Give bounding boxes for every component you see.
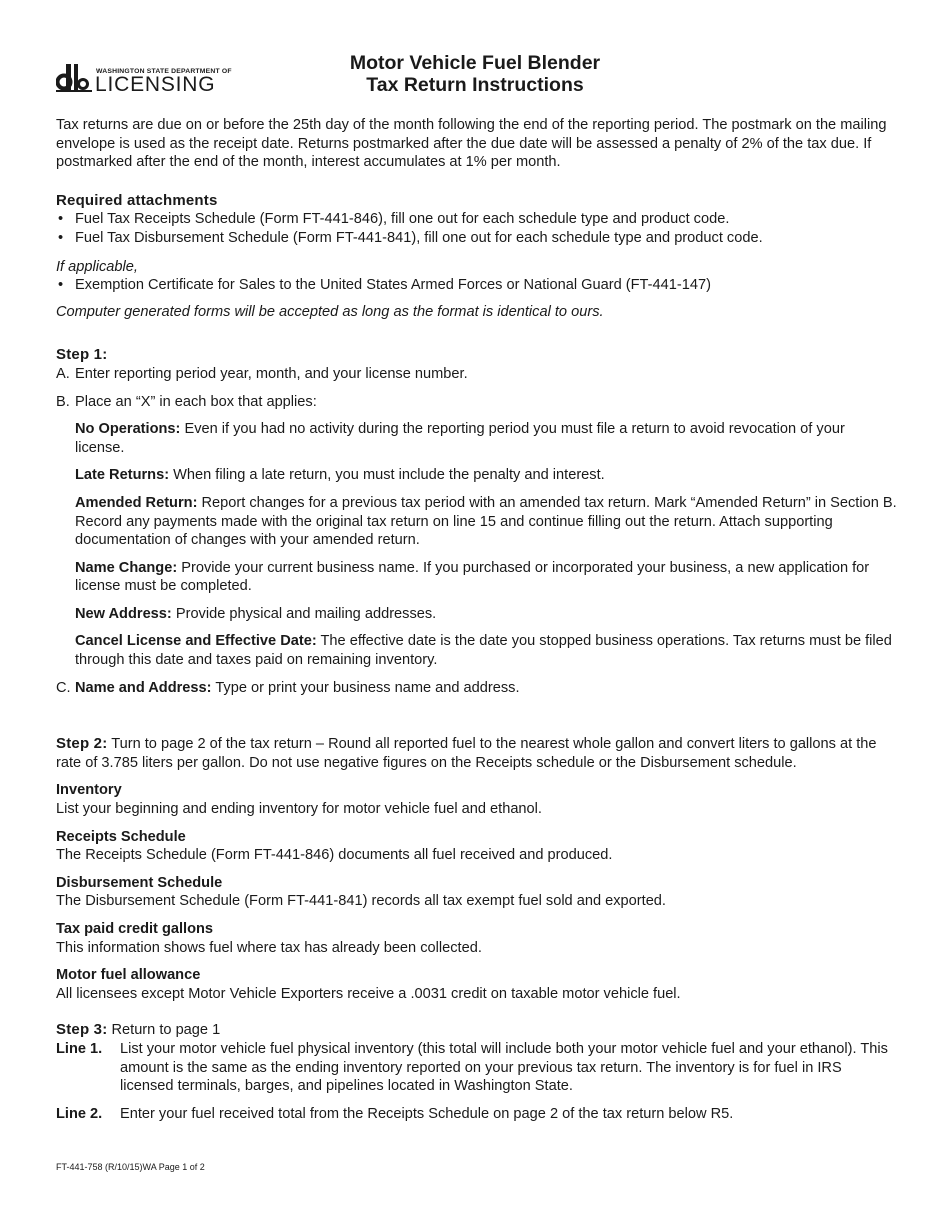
line-label: Line 2. (56, 1105, 103, 1122)
dol-logo (56, 62, 236, 96)
section-title: Motor fuel allowance (56, 967, 201, 984)
section-title: Disbursement Schedule (56, 874, 223, 891)
step1-text-b: Place an “X” in each box that applies: (75, 393, 317, 410)
box-label: Cancel License and Effective Date: (75, 633, 317, 650)
section-text: All licensees except Motor Vehicle Exporters receive a .0031 credit on taxable motor vehicle fuel. (56, 985, 681, 1002)
logo-licensing-text: LICENSING (95, 73, 216, 96)
intro-paragraph: Tax returns are due on or before the 25th day of the month following the end of the reporting period. The postmark on the mailing envelope is used as the receipt date. Returns postmarked after the due date will be assessed a penalty of 2% of the tax due. If postmarked after the end of the month, interest accumulates at 1% per month. (56, 117, 887, 171)
box-text: Provide physical and mailing addresses. (175, 605, 437, 622)
if-applicable-label: If applicable, (56, 258, 138, 275)
logo-department-text: WASHINGTON STATE DEPARTMENT OF (96, 68, 232, 75)
box-label: Name Change: (75, 559, 178, 576)
step1-text-a: Enter reporting period year, month, and your license number. (75, 365, 468, 382)
box-name-change (56, 559, 898, 596)
list-item: • Fuel Tax Disbursement Schedule (Form FT-441-841), fill one out for each schedule type and product code. (56, 229, 898, 248)
box-amended-return (56, 494, 898, 550)
box-label: Late Returns: (75, 467, 170, 484)
box-new-address (56, 605, 898, 624)
step1-item-b (56, 393, 898, 412)
step1-item-c (56, 679, 898, 698)
section-text: The Receipts Schedule (Form FT-441-846) documents all fuel received and produced. (56, 847, 613, 864)
step1-letter-a: A. (56, 365, 70, 382)
step2-section-disbursement (56, 874, 898, 911)
step2-heading: Step 2: (56, 735, 108, 753)
step2-section-inventory (56, 781, 898, 818)
step2-intro (56, 735, 898, 772)
step2-section-allowance (56, 966, 898, 1003)
step1-heading: Step 1: (56, 346, 108, 364)
page-title (300, 52, 650, 96)
step1-letter-b: B. (56, 393, 70, 410)
step1-text-c: Type or print your business name and address. (215, 679, 520, 696)
box-label: Amended Return: (75, 494, 198, 511)
box-text: When filing a late return, you must include the penalty and interest. (173, 467, 605, 484)
box-text: Provide your current business name. If you purchased or incorporated your business, a new application for license must be completed. (75, 559, 870, 595)
step3-line-2 (56, 1105, 898, 1124)
instructions-content (56, 116, 898, 1123)
title-line-2: Tax Return Instructions (366, 74, 584, 96)
step3-heading: Step 3: (56, 1021, 108, 1039)
box-label: New Address: (75, 605, 172, 622)
line-text: List your motor vehicle fuel physical inventory (this total will include both your motor vehicle fuel and your ethanol). This amount is the same as the ending inventory reported on your previous tax return. The inventory is for fuel in IRS licensed terminals, barges, and pipelines located in Washington State. (120, 1040, 888, 1095)
section-text: List your beginning and ending inventory for motor vehicle fuel and ethanol. (56, 801, 542, 818)
box-text: Report changes for a previous tax period with an amended tax return. Mark “Amended Return” in Section B. Record any payments made with the original tax return on line 15 and continue filling out the return. Attach supporting documentation of changes with your amended return. (75, 494, 897, 549)
step1-letter-c: C. (56, 679, 71, 696)
applicable-list (56, 276, 898, 295)
step2-section-receipts (56, 828, 898, 865)
line-label: Line 1. (56, 1040, 103, 1057)
step3-intro (56, 1021, 898, 1040)
box-late-returns (56, 466, 898, 485)
title-line-1: Motor Vehicle Fuel Blender (349, 52, 601, 74)
step3-line-1 (56, 1040, 898, 1096)
step3-text: Return to page 1 (111, 1022, 221, 1039)
box-text: The effective date is the date you stopped business operations. Tax returns must be filed through this date and taxes paid on remaining inventory. (75, 633, 892, 669)
section-text: The Disbursement Schedule (Form FT-441-841) records all tax exempt fuel sold and exported. (56, 893, 666, 910)
line-text: Enter your fuel received total from the Receipts Schedule on page 2 of the tax return below R5. (120, 1105, 734, 1122)
list-item: • Fuel Tax Receipts Schedule (Form FT-441-846), fill one out for each schedule type and product code. (56, 210, 898, 229)
form-footer: FT-441-758 (R/10/15)WA Page 1 of 2 (56, 1162, 205, 1172)
step2-text: Turn to page 2 of the tax return – Round all reported fuel to the nearest whole gallon and convert liters to gallons at the rate of 3.785 liters per gallon. Do not use negative figures on the Receipts schedule or the Disbursement schedule. (56, 736, 877, 771)
box-text: Even if you had no activity during the reporting period you must file a return to avoid revocation of your license. (75, 421, 845, 456)
attachments-heading: Required attachments (56, 191, 218, 209)
box-cancel-license (56, 632, 898, 669)
section-title: Inventory (56, 782, 122, 799)
attachments-list (56, 210, 898, 247)
step1-label-c: Name and Address: (75, 679, 212, 696)
section-title: Receipts Schedule (56, 828, 186, 845)
list-item: • Exemption Certificate for Sales to the United States Armed Forces or National Guard (FT-441-147) (56, 276, 898, 295)
step1-item-a (56, 365, 898, 384)
box-no-operations (56, 420, 898, 457)
computer-forms-note: Computer generated forms will be accepted as long as the format is identical to ours. (56, 303, 604, 320)
section-text: This information shows fuel where tax has already been collected. (56, 939, 482, 956)
section-title: Tax paid credit gallons (56, 921, 214, 937)
box-label: No Operations: (75, 421, 181, 438)
step2-section-tax-paid (56, 920, 898, 957)
dol-logo-mark-icon (56, 62, 92, 94)
